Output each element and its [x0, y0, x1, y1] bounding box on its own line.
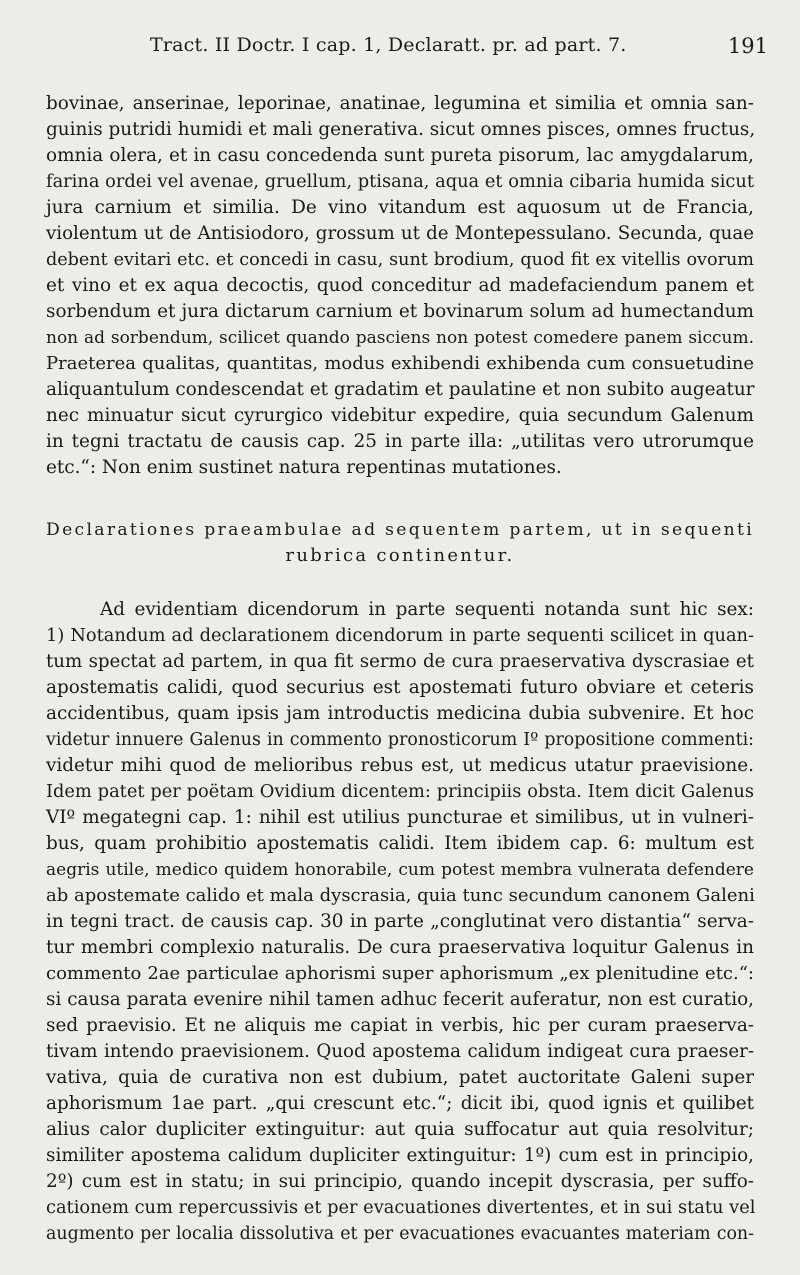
- text-line: ab apostemate calido et mala dyscrasia, quia tunc secundum canonem Galeni: [46, 885, 755, 906]
- text-line: etc.“: Non enim sustinet natura repentinas mutationes.: [46, 457, 562, 478]
- text-line: alius calor dupliciter extinguitur: aut quia suffocatur aut quia resolvitur;: [46, 1119, 754, 1140]
- text-line: aegris utile, medico quidem honorabile, cum potest membra vulnerata defendere: [46, 860, 754, 880]
- page-header: [150, 34, 768, 66]
- section-heading: Declarationes praeambulae ad sequentem partem, ut in sequenti: [46, 520, 754, 540]
- text-line: non ad sorbendum, scilicet quando pasciens non potest comedere panem siccum.: [46, 328, 754, 348]
- text-line: aphorismum 1ae part. „qui crescunt etc.“; dicit ibi, quod ignis et quilibet: [46, 1093, 754, 1114]
- text-line: guinis putridi humidi et mali generativa. sicut omnes pisces, omnes fructus,: [46, 119, 756, 140]
- text-line: sed praevisio. Et ne aliquis me capiat in verbis, hic per curam praeserva-: [46, 1015, 754, 1036]
- text-line: jura carnium et similia. De vino vitandum est aquosum ut de Francia,: [46, 197, 754, 218]
- section-heading: rubrica continentur.: [285, 545, 515, 566]
- text-line: debent evitari etc. et concedi in casu, sunt brodium, quod fit ex vitellis ovorum: [46, 250, 754, 270]
- text-line: nec minuatur sicut cyrurgico videbitur expedire, quia secundum Galenum: [46, 405, 754, 426]
- text-line: 1) Notandum ad declarationem dicendorum in parte sequenti scilicet in quan-: [46, 625, 754, 646]
- text-line: cationem cum repercussivis et per evacuationes divertentes, et in sui statu vel: [46, 1197, 756, 1218]
- text-line: et vino et ex aqua decoctis, quod conceditur ad madefaciendum panem et: [46, 275, 754, 296]
- text-line: tivam intendo praevisionem. Quod apostema calidum indigeat cura praeser-: [46, 1041, 754, 1062]
- text-line: in tegni tractatu de causis cap. 25 in parte illa: „utilitas vero utrorumque: [46, 431, 754, 452]
- text-line: accidentibus, quam ipsis jam introductis medicina dubia subvenire. Et hoc: [46, 703, 754, 724]
- text-line: omnia olera, et in casu concedenda sunt pureta pisorum, lac amygdalarum,: [46, 145, 754, 166]
- text-line: sorbendum et jura dictarum carnium et bovinarum solum ad humectandum: [46, 301, 754, 322]
- text-line: commento 2ae particulae aphorismi super aphorismum „ex plenitudine etc.“:: [46, 963, 754, 984]
- running-title: Tract. II Doctr. I cap. 1, Declaratt. pr. ad part. 7.: [150, 34, 627, 56]
- text-line: similiter apostema calidum dupliciter extinguitur: 1º) cum est in principio,: [46, 1145, 754, 1166]
- text-line: farina ordei vel avenae, gruellum, ptisana, aqua et omnia cibaria humida sicut: [46, 171, 754, 192]
- text-line: violentum ut de Antisiodoro, grossum ut de Montepessulano. Secunda, quae: [46, 223, 754, 244]
- text-line: videtur mihi quod de melioribus rebus est, ut medicus utatur praevisione.: [46, 755, 754, 776]
- text-line: videtur innuere Galenus in commento pronosticorum Iº propositione commenti:: [46, 730, 754, 750]
- text-line: vativa, quia de curativa non est dubium, patet auctoritate Galeni super: [46, 1067, 754, 1088]
- text-line: tur membri complexio naturalis. De cura praeservativa loquitur Galenus in: [46, 937, 754, 958]
- page-number: 191: [727, 34, 768, 58]
- text-line: tum spectat ad partem, in qua fit sermo de cura praeservativa dyscrasiae et: [46, 651, 754, 672]
- text-line: Idem patet per poëtam Ovidium dicentem: principiis obsta. Item dicit Galenus: [46, 781, 754, 802]
- text-line: aliquantulum condescendat et gradatim et paulatine et non subito augeatur: [46, 379, 755, 400]
- text-line: apostematis calidi, quod securius est apostemati futuro obviare et ceteris: [46, 677, 754, 698]
- text-line: Praeterea qualitas, quantitas, modus exhibendi exhibenda cum consuetudine: [46, 353, 754, 374]
- text-line: VIº megategni cap. 1: nihil est utilius puncturae et similibus, ut in vulneri-: [46, 807, 754, 828]
- text-line: bovinae, anserinae, leporinae, anatinae, legumina et similia et omnia san-: [46, 93, 754, 114]
- text-line: augmento per localia dissolutiva et per evacuationes evacuantes materiam con-: [46, 1224, 754, 1244]
- text-line: in tegni tract. de causis cap. 30 in parte „conglutinat vero distantia“ serva-: [46, 911, 754, 932]
- text-line: 2º) cum est in statu; in sui principio, quando incepit dyscrasia, per suffo-: [46, 1171, 754, 1192]
- text-line: Ad evidentiam dicendorum in parte sequenti notanda sunt hic sex:: [100, 599, 754, 620]
- text-line: bus, quam prohibitio apostematis calidi. Item ibidem cap. 6: multum est: [46, 833, 754, 854]
- text-line: si causa parata evenire nihil tamen adhuc fecerit auferatur, non est curatio,: [46, 989, 754, 1010]
